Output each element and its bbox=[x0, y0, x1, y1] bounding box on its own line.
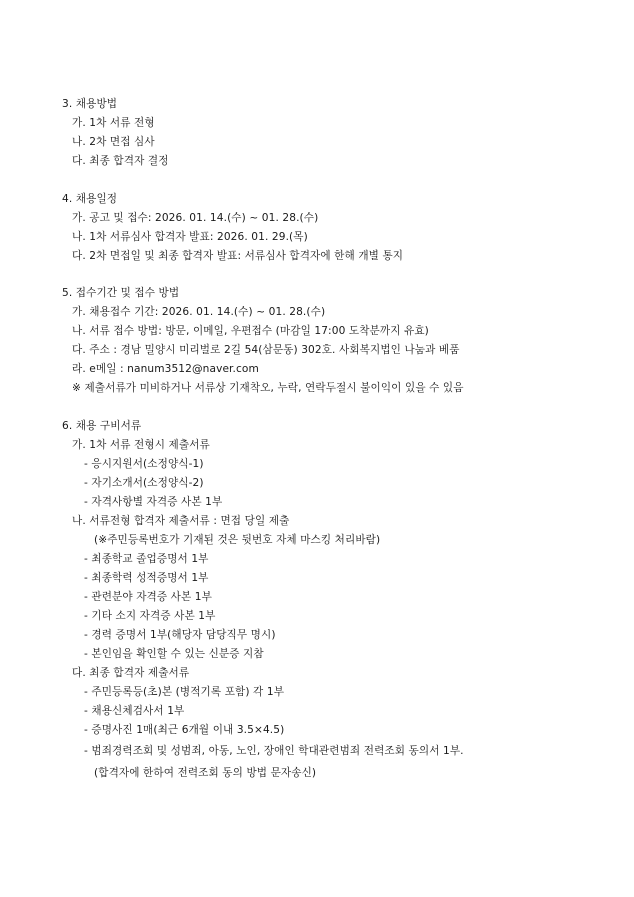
list-item: 가. 채용접수 기간: 2026. 01. 14.(수) ~ 01. 28.(수) bbox=[72, 306, 326, 318]
list-item: - 증명사진 1매(최근 6개월 이내 3.5×4.5) bbox=[84, 724, 285, 736]
subsection-title: 가. 1차 서류 전형시 제출서류 bbox=[72, 439, 210, 451]
subsection-title: 다. 최종 합격자 제출서류 bbox=[72, 667, 190, 679]
list-item: 나. 2차 면접 심사 bbox=[72, 136, 155, 148]
list-item: 나. 1차 서류심사 합격자 발표: 2026. 01. 29.(목) bbox=[72, 231, 308, 243]
list-item: - 경력 증명서 1부(해당자 담당직무 명시) bbox=[84, 629, 276, 641]
subsection-note: (합격자에 한하여 전력조회 동의 방법 문자송신) bbox=[94, 767, 317, 779]
list-item-address: 다. 주소 : 경남 밀양시 미리벌로 2길 54(삼문동) 302호. 사회복지법인 나눔과 베품 bbox=[72, 344, 460, 356]
list-item: - 채용신체검사서 1부 bbox=[84, 705, 185, 717]
list-item: 다. 2차 면접일 및 최종 합격자 발표: 서류심사 합격자에 한해 개별 통지 bbox=[72, 250, 404, 262]
section-heading-hiring-method: 3. 채용방법 bbox=[62, 98, 118, 110]
list-item-email: 라. e메일 : nanum3512@naver.com bbox=[72, 363, 259, 375]
list-item: - 최종학력 성적증명서 1부 bbox=[84, 572, 209, 584]
list-item: - 주민등록등(초)본 (병적기록 포함) 각 1부 bbox=[84, 686, 285, 698]
subsection-note: (※주민등록번호가 기재된 것은 뒷번호 자체 마스킹 처리바람) bbox=[94, 534, 381, 546]
list-item: - 자격사항별 자격증 사본 1부 bbox=[84, 496, 223, 508]
list-item: - 응시지원서(소정양식-1) bbox=[84, 458, 204, 470]
list-item: - 범죄경력조회 및 성범죄, 아동, 노인, 장애인 학대관련범죄 전력조회 동의서 1부. bbox=[84, 745, 464, 757]
list-item: 다. 최종 합격자 결정 bbox=[72, 155, 169, 167]
list-item: - 기타 소지 자격증 사본 1부 bbox=[84, 610, 216, 622]
list-item: - 관련분야 자격증 사본 1부 bbox=[84, 591, 212, 603]
notice-text: ※ 제출서류가 미비하거나 서류상 기재착오, 누락, 연락두절시 불이익이 있을 수 있음 bbox=[72, 382, 464, 394]
subsection-title: 나. 서류전형 합격자 제출서류 : 면접 당일 제출 bbox=[72, 515, 290, 527]
list-item: - 최종학교 졸업증명서 1부 bbox=[84, 553, 209, 565]
section-heading-application: 5. 접수기간 및 접수 방법 bbox=[62, 287, 180, 299]
list-item: - 자기소개서(소정양식-2) bbox=[84, 477, 204, 489]
section-heading-documents: 6. 채용 구비서류 bbox=[62, 420, 142, 432]
list-item: 가. 1차 서류 전형 bbox=[72, 117, 155, 129]
list-item: - 본인임을 확인할 수 있는 신분증 지참 bbox=[84, 648, 264, 660]
list-item: 나. 서류 접수 방법: 방문, 이메일, 우편접수 (마감일 17:00 도착분까지 유효) bbox=[72, 325, 429, 337]
list-item: 가. 공고 및 접수: 2026. 01. 14.(수) ~ 01. 28.(수) bbox=[72, 212, 319, 224]
section-heading-hiring-schedule: 4. 채용일정 bbox=[62, 193, 118, 205]
